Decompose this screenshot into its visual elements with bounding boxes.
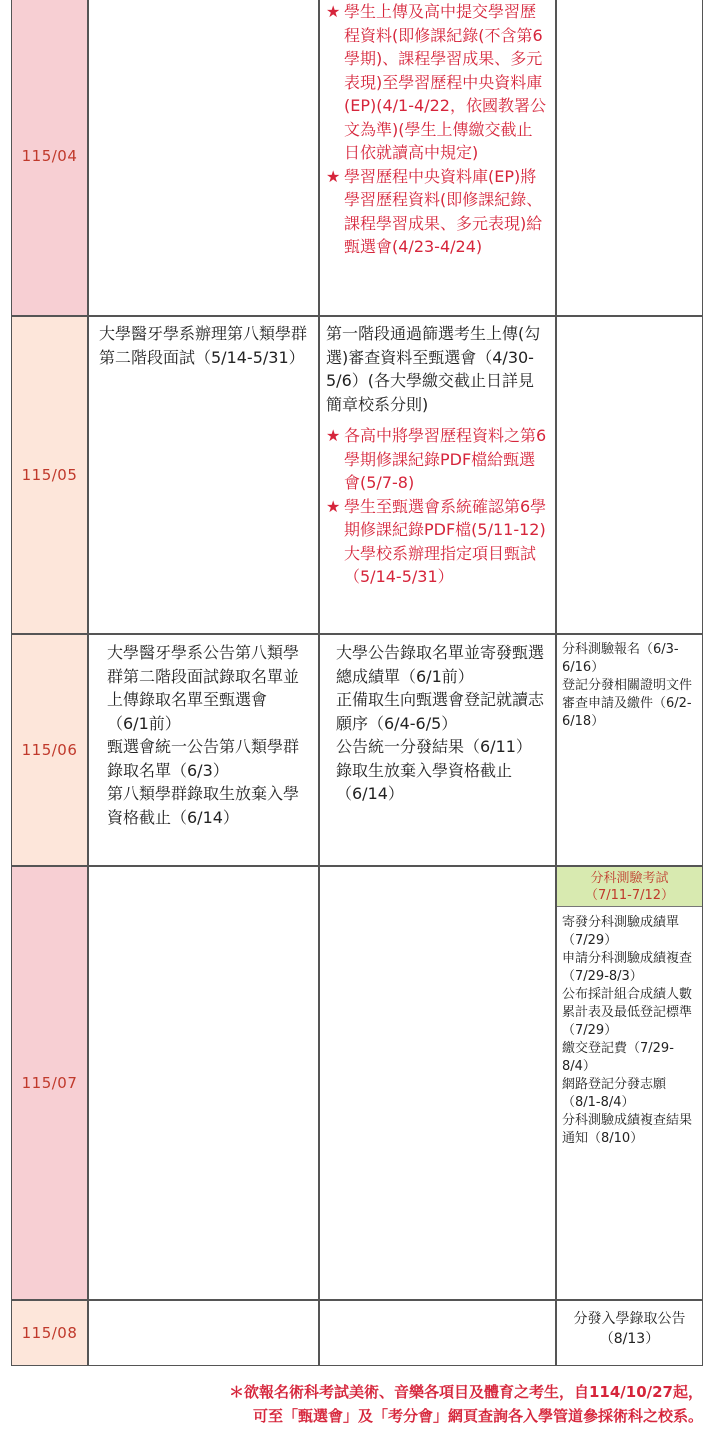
apply-column xyxy=(319,316,556,634)
row-115-07 xyxy=(11,866,703,1300)
list-item xyxy=(326,542,547,589)
row-115-05 xyxy=(11,316,703,634)
cell-text: 分發入學錄取公告 xyxy=(573,1311,686,1327)
item-text: 學習歷程中央資料庫(EP)將學習歷程資料(即修課紀錄、課程學習成果、多元表現)給甄選會(4/23-4/24) xyxy=(344,166,543,256)
exam-column xyxy=(556,1300,703,1366)
cell-text: 寄發分科測驗成績單（7/29） xyxy=(562,915,680,948)
month-text: 115/08 xyxy=(21,1324,78,1342)
cell-text: 大學醫牙學系公告第八類學群第二階段面試錄取名單並上傳錄取名單至甄選會（6/1前） xyxy=(107,643,300,733)
cell-text: 登記分發相關證明文件審查申請及繳件（6/2-6/18） xyxy=(562,678,693,729)
cell-text: 甄選會統一公告第八類學群錄取名單（6/3） xyxy=(107,737,300,780)
cell-text: 分科測驗成績複查結果通知（8/10） xyxy=(562,1113,693,1146)
list-item xyxy=(326,0,547,165)
cell-text: 公布採計組合成績人數累計表及最低登記標準（7/29） xyxy=(562,987,693,1038)
college-column xyxy=(88,316,319,634)
cell-text: 第一階段通過篩選考生上傳(勾選)審查資料至甄選會（4/30-5/6）(各大學繳交截止日詳見簡章校系分則) xyxy=(326,324,541,414)
star-spacer xyxy=(326,542,344,589)
apply-column xyxy=(319,634,556,866)
cell-text: 網路登記分發志願（8/1-8/4） xyxy=(562,1077,667,1110)
exam-column xyxy=(556,634,703,866)
month-text: 115/07 xyxy=(21,1074,78,1092)
footnote xyxy=(0,1380,703,1428)
exam-date-badge xyxy=(557,867,702,907)
month-label xyxy=(11,0,88,316)
star-icon: ★ xyxy=(326,2,341,21)
star-icon: ★ xyxy=(326,166,341,186)
exam-column xyxy=(556,316,703,634)
list-item xyxy=(326,424,547,495)
month-label xyxy=(11,1300,88,1366)
cell-text: 大學公告錄取名單並寄發甄選總成績單（6/1前） xyxy=(336,643,545,686)
cell-text: （8/13） xyxy=(599,1331,660,1347)
month-label xyxy=(11,634,88,866)
exam-column xyxy=(556,866,703,1300)
apply-column xyxy=(319,0,556,316)
row-115-08 xyxy=(11,1300,703,1366)
star-icon: ★ xyxy=(326,496,341,516)
cell-text: 正備取生向甄選會登記就讀志願序（6/4-6/5） xyxy=(336,690,545,733)
footnote-line: ＊欲報名術科考試美術、音樂各項目及體育之考生，自114/10/27起， xyxy=(228,1383,703,1401)
month-text: 115/05 xyxy=(21,466,78,484)
row-115-04 xyxy=(11,0,703,316)
exam-column xyxy=(556,0,703,316)
item-text: 大學校系辦理指定項目甄試（5/14-5/31） xyxy=(344,543,537,586)
item-text: 學生至甄選會系統確認第6學期修課紀錄PDF檔(5/11-12) xyxy=(344,496,547,539)
list-item xyxy=(326,495,547,542)
college-column xyxy=(88,634,319,866)
cell-text: 繳交登記費（7/29-8/4） xyxy=(562,1041,674,1074)
item-text: 學生上傳及高中提交學習歷程資料(即修課紀錄(不含第6學期)、課程學習成果、多元表現)至學習歷程中央資料庫(EP)(4/1-4/22，依國教署公文為準)(學生上傳繳交截止日依就讀高中規定) xyxy=(344,2,546,162)
college-column xyxy=(88,0,319,316)
list-item xyxy=(326,165,547,259)
month-label xyxy=(11,316,88,634)
badge-title: 分科測驗考試 xyxy=(590,871,669,886)
college-column xyxy=(88,1300,319,1366)
footnote-line: 可至「甄選會」及「考分會」網頁查詢各入學管道參採術科之校系。 xyxy=(252,1407,703,1425)
cell-text: 申請分科測驗成績複查（7/29-8/3） xyxy=(562,951,693,984)
month-label xyxy=(11,866,88,1300)
cell-text: 公告統一分發結果（6/11） xyxy=(336,737,532,756)
cell-text: 錄取生放棄入學資格截止（6/14） xyxy=(336,760,513,803)
apply-column xyxy=(319,866,556,1300)
cell-text: 分科測驗報名（6/3-6/16） xyxy=(562,642,679,675)
apply-column xyxy=(319,1300,556,1366)
cell-text: 第八類學群錄取生放棄入學資格截止（6/14） xyxy=(107,784,300,827)
row-115-06 xyxy=(11,634,703,866)
cell-text: 大學醫牙學系辦理第八類學群第二階段面試（5/14-5/31） xyxy=(99,324,308,367)
item-text: 各高中將學習歷程資料之第6學期修課紀錄PDF檔給甄選會(5/7-8) xyxy=(344,426,547,492)
badge-date: （7/11-7/12） xyxy=(584,888,675,903)
star-icon: ★ xyxy=(326,426,341,445)
college-column xyxy=(88,866,319,1300)
month-text: 115/04 xyxy=(21,146,78,165)
month-text: 115/06 xyxy=(21,741,78,759)
